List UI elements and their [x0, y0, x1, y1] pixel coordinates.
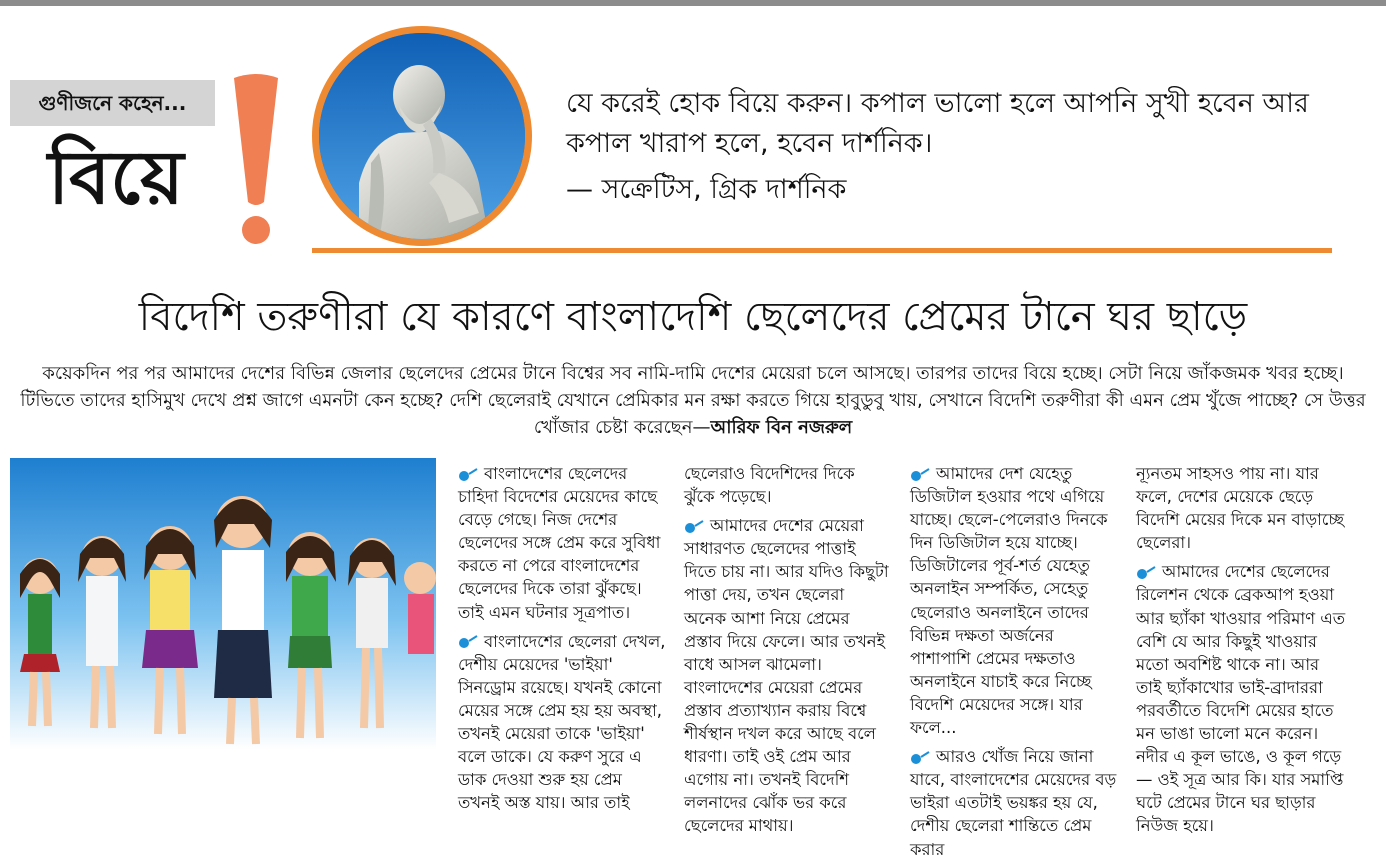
quote-attribution: — সক্রেটিস, গ্রিক দার্শনিক	[566, 174, 847, 205]
column-2-para-1: ছেলেরাও বিদেশিদের দিকে ঝুঁকে পড়েছে।	[684, 464, 855, 507]
article-column-3	[910, 462, 1118, 867]
intro-text: কয়েকদিন পর পর আমাদের দেশের বিভিন্ন জেলার ছেলেদের প্রেমের টানে বিশ্বের সব নামি-দামি দেশের মেয়েরা চলে আসছে। তারপর তাদের বিয়ে হচ্ছে। সেটা নিয়ে জাঁকজমক খবর হচ্ছে। টিভিতে তাদের হাসিমুখ দেখে প্রশ্ন জাগে এমনটা কেন হচ্ছে? দেশি ছেলেরাই যেখানে প্রেমিকার মন রক্ষা করতে গিয়ে হাবুডুবু খায়, সেখানে বিদেশি তরুণীরা কী এমন প্রেম খুঁজে পাচ্ছে? সে উত্তর খোঁজার চেষ্টা করেছেন—	[20, 363, 1366, 438]
socrates-statue-portrait	[312, 26, 532, 246]
statue-illustration	[319, 33, 525, 239]
column-4-para-1: ন্যূনতম সাহসও পায় না। যার ফলে, দেশের মেয়েকে ছেড়ে বিদেশি মেয়ের দিকে মন বাড়াচ্ছে ছেলেরা।	[1136, 464, 1344, 553]
author-name: আরিফ বিন নজরুল	[710, 417, 853, 438]
drop-bullet-icon	[910, 751, 930, 765]
article-column-2	[684, 462, 890, 844]
column-2-para-2: আমাদের দেশের মেয়েরা সাধারণত ছেলেদের পাত্তাই দিতে চায় না। আর যদিও কিছুটা পাত্তা দেয়, তখন ছেলেরা অনেক আশা নিয়ে প্রেমের প্রস্তাব দিয়ে ফেলে। আর তখনই বাধে আসল ঝামেলা। বাংলাদেশের মেয়েরা প্রেমের প্রস্তাব প্রত্যাখ্যান করায় বিশ্বে শীর্ষস্থান দখল করে আছে বলে ধারণা। তাই ওই প্রেম আর এগোয় না। তখনই বিদেশি ললনাদের ঝোঁক ভর করে ছেলেদের মাথায়।	[684, 516, 889, 836]
drop-bullet-icon	[684, 520, 704, 534]
article-column-4	[1136, 462, 1346, 844]
drop-bullet-icon	[458, 635, 478, 649]
column-4-para-2: আমাদের দেশের ছেলেদের রিলেশন থেকে ব্রেকআপ হওয়া আর ছ্যাঁকা খাওয়ার পরিমাণ এত বেশি যে আর কিছুই খাওয়ার মতো অবশিষ্ট থাকে না। আর তাই ছ্যাঁকাখোর ভাই-ব্রাদাররা পরবর্তীতে বিদেশি মেয়ের হাতে মন ভাঙা ভালো মনে করেন। নদীর এ কূল ভাঙে, ও কূল গড়ে— ওই সূত্র আর কি। যার সমাপ্তি ঘটে প্রেমের টানে ঘর ছাড়ার নিউজ হয়ে।	[1136, 562, 1346, 836]
column-3-para-1: আমাদের দেশ যেহেতু ডিজিটাল হওয়ার পথে এগিয়ে যাচ্ছে। ছেলে-পেলেরাও দিনকে দিন ডিজিটাল হয়ে যাচ্ছে। ডিজিটালের পূর্ব-শর্ত যেহেতু অনলাইন সম্পর্কিত, সেহেতু ছেলেরাও অনলাইনে তাদের বিভিন্ন দক্ষতা অর্জনের পাশাপাশি প্রেমের দক্ষতাও অনলাইনে যাচাই করে নিচ্ছে বিদেশি মেয়েদের সঙ্গে। যার ফলে...	[910, 464, 1108, 738]
quote-text: যে করেই হোক বিয়ে করুন। কপাল ভালো হলে আপনি সুখী হবেন আর কপাল খারাপ হলে, হবেন দার্শনিক।	[566, 88, 1309, 159]
section-title: বিয়ে	[48, 135, 184, 221]
column-1-para-2: বাংলাদেশের ছেলেরা দেখল, দেশীয় মেয়েদের 'ভাইয়া' সিনড্রোম রয়েছে। যখনই কোনো মেয়ের সঙ্গে প্রেম হয় হয় অবস্থা, তখনই মেয়েরা তাকে 'ভাইয়া' বলে ডাকে। যে করুণ সুরে এ ডাক দেওয়া শুরু হয় প্রেম তখনই অস্ত যায়। আর তাই	[458, 631, 666, 813]
article-headline: বিদেশি তরুণীরা যে কারণে বাংলাদেশি ছেলেদের প্রেমের টানে ঘর ছাড়ে	[138, 294, 1248, 340]
top-rule	[0, 0, 1386, 6]
exclamation-mark-icon	[226, 72, 286, 248]
drop-bullet-icon	[910, 468, 930, 482]
column-3-para-2: আরও খোঁজ নিয়ে জানা যাবে, বাংলাদেশের মেয়েদের বড় ভাইরা এতটাই ভয়ঙ্কর হয় যে, দেশীয় ছেলেরা শান্তিতে প্রেম করার	[910, 747, 1117, 859]
section-label: গুণীজনে কহেন...	[10, 80, 215, 126]
article-column-1	[458, 462, 668, 820]
women-illustration	[10, 458, 436, 750]
drop-bullet-icon	[458, 468, 478, 482]
drop-bullet-icon	[1136, 566, 1156, 580]
article-intro	[14, 360, 1372, 441]
cartoon-women-group	[10, 458, 436, 750]
quote-underline	[312, 248, 1332, 253]
column-1-para-1: বাংলাদেশের ছেলেদের চাহিদা বিদেশের মেয়েদের কাছে বেড়ে গেছে। নিজ দেশের ছেলেদের সঙ্গে প্রেম করে সুবিধা করতে না পেরে বাংলাদেশের ছেলেদের দিকে তারা ঝুঁকছে। তাই এমন ঘটনার সূত্রপাত।	[458, 464, 661, 622]
